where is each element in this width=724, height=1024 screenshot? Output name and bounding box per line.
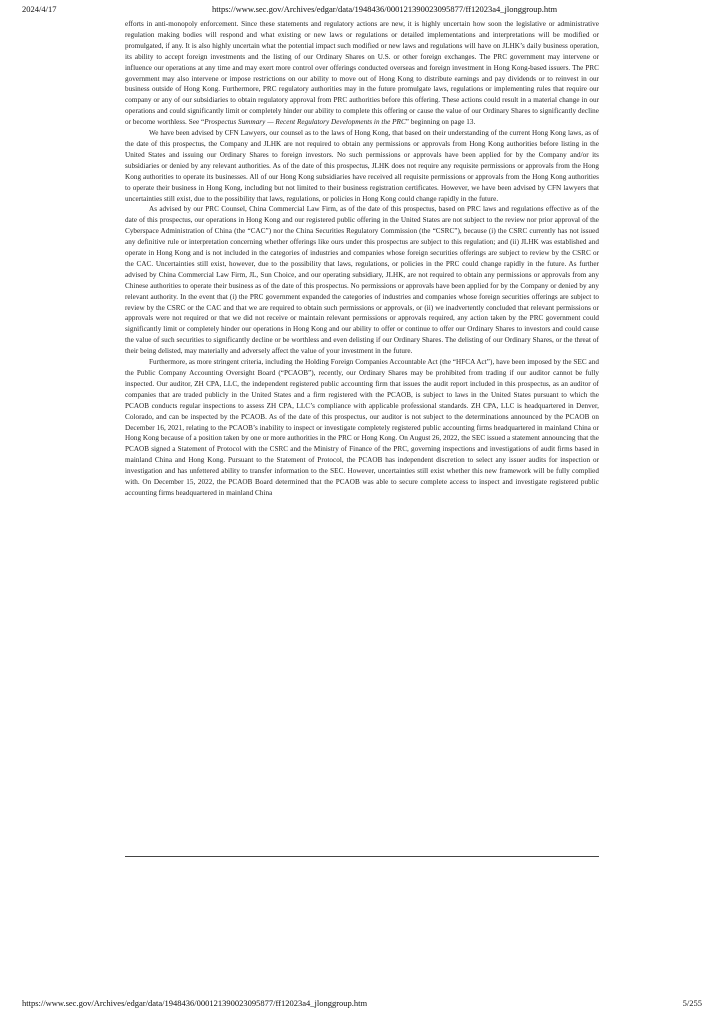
paragraph-text-end: ” beginning on page 13. bbox=[405, 118, 476, 127]
print-footer bbox=[22, 998, 702, 1012]
document-body bbox=[125, 19, 599, 499]
paragraph-hfca-act: Furthermore, as more stringent criteria, including the Holding Foreign Companies Accountable Act (the “HFCA Act”), have been imposed by the SEC and the Public Company Accounting Oversight Board (“PCAOB”), recently, our Ordinary Shares may be prohibited from trading if our auditor cannot be fully inspected. Our auditor, ZH CPA, LLC, the independent registered public accounting firm that issues the audit report included in this prospectus, as an auditor of companies that are traded publicly in the United States and a firm registered with the PCAOB, is subject to laws in the United States pursuant to which the PCAOB conducts regular inspections to assess ZH CPA, LLC’s compliance with applicable professional standards. ZH CPA, LLC is headquartered in Denver, Colorado, and can be inspected by the PCAOB. As of the date of this prospectus, our auditor is not subject to the determinations announced by the PCAOB on December 16, 2021, relating to the PCAOB’s inability to inspect or investigate completely registered public accounting firms headquartered in mainland China or Hong Kong because of a position taken by one or more authorities in the PRC or Hong Kong. On August 26, 2022, the SEC issued a statement announcing that the PCAOB signed a Statement of Protocol with the CSRC and the Ministry of Finance of the PRC, governing inspections and investigations of audit firms based in mainland China and Hong Kong. Pursuant to the Statement of Protocol, the PCAOB has independent discretion to select any issuer audits for inspection or investigation and has unfettered ability to transfer information to the SEC. However, uncertainties still exist whether this new framework will be fully complied with. On December 15, 2022, the PCAOB Board determined that the PCAOB was able to secure complete access to inspect and investigate registered public accounting firms headquartered in mainland China bbox=[125, 358, 599, 497]
paragraph-hong-kong-counsel: We have been advised by CFN Lawyers, our counsel as to the laws of Hong Kong, that based on their understanding of the current Hong Kong laws, as of the date of this prospectus, the Company and JLHK are not required to obtain any permissions or approvals from Hong Kong authorities before listing in the United States and issuing our Ordinary Shares to foreign investors. No such permissions or approvals have been applied for by the Company and/or its subsidiaries or denied by any relevant authorities. As of the date of this prospectus, JLHK does not require any requisite permissions or approvals from the Hong Kong authorities to operate its businesses. All of our Hong Kong subsidiaries have received all requisite permissions or approvals from the Hong Kong authorities to operate their business in Hong Kong, including but not limited to their business registration certificates. However, we have been advised by CFN lawyers that uncertainties still exist, due to the possibility that laws, regulations, or policies in Hong Kong could change rapidly in the future. bbox=[125, 129, 599, 203]
paragraph-text: efforts in anti-monopoly enforcement. Since these statements and regulatory actions are new, it is highly uncertain how soon the legislative or administrative regulation making bodies will respond and what existing or new laws or regulations or detailed implementations and interpretations will be modified or promulgated, if any. It is also highly uncertain what the potential impact such modified or new laws and regulations will have on JLHK’s daily business operation, its ability to accept foreign investments and the listing of our Ordinary Shares on U.S. or other foreign exchanges. The PRC government may intervene or influence our operations at any time and may exert more control over offerings conducted overseas and foreign investment in Hong Kong-based issuers. The PRC government may also intervene or impose restrictions on our ability to move out of Hong Kong to distribute earnings and pay dividends or to reinvest in our business outside of Hong Kong. Furthermore, PRC regulatory authorities may in the future promulgate laws, regulations or implementing rules that require our company or any of our subsidiaries to obtain regulatory approval from PRC authorities before this offering. These actions could result in a material change in our operations and could significantly limit or completely hinder our ability to complete this offering or cause the value of our Ordinary Shares to significantly decline or become worthless. See “ bbox=[125, 20, 599, 127]
paragraph-regulatory-uncertainty bbox=[125, 19, 599, 128]
page-number: 5/255 bbox=[682, 998, 702, 1008]
footer-url: https://www.sec.gov/Archives/edgar/data/1948436/000121390023095877/ff12023a4_jlonggroup.htm bbox=[22, 998, 368, 1008]
paragraph-prc-counsel: As advised by our PRC Counsel, China Commercial Law Firm, as of the date of this prospectus, based on PRC laws and regulations effective as of the date of this prospectus, our operations in Hong Kong and our registered public offering in the United States are not subject to the review nor prior approval of the Cyberspace Administration of China (the “CAC”) nor the China Securities Regulatory Commission (the “CSRC”), because (i) the CSRC currently has not issued any definitive rule or interpretation concerning whether offerings like ours under this prospectus are subject to this regulation; and (ii) JLHK was established and operate in Hong Kong and is not included in the categories of industries and companies whose foreign securities offerings are subject to review by the CSRC or the CAC. Uncertainties still exist, however, due to the possibility that laws, regulations, or policies in the PRC could change rapidly in the future. As further advised by China Commercial Law Firm, JL, Sun Choice, and our operating subsidiary, JLHK, are not required to obtain any permissions or approvals from any Chinese authorities to operate their business as of the date of this prospectus. No permissions or approvals have been applied for by the Company or denied by any relevant authority. In the event that (i) the PRC government expanded the categories of industries and companies whose foreign securities offerings are subject to review by the CSRC or the CAC and that we are required to obtain such permissions or approvals, or (ii) we inadvertently concluded that relevant permissions or approvals were not required or that we did not receive or maintain relevant permissions or approvals required, any action taken by the PRC government could significantly limit or completely hinder our operations in Hong Kong and our ability to offer or continue to offer our Ordinary Shares to investors and could cause the value of such securities to significantly decline or be worthless and even delisting if our Ordinary Shares. The delisting of our Ordinary Shares, or the threat of their being delisted, may materially and adversely affect the value of your investment in the future. bbox=[125, 205, 599, 356]
print-date: 2024/4/17 bbox=[22, 4, 57, 14]
cross-reference: Prospectus Summary — Recent Regulatory Developments in the PRC bbox=[204, 118, 406, 127]
print-header bbox=[22, 4, 702, 18]
print-url: https://www.sec.gov/Archives/edgar/data/1948436/000121390023095877/ff12023a4_jlonggroup.htm bbox=[212, 4, 558, 14]
page-divider bbox=[125, 856, 599, 857]
